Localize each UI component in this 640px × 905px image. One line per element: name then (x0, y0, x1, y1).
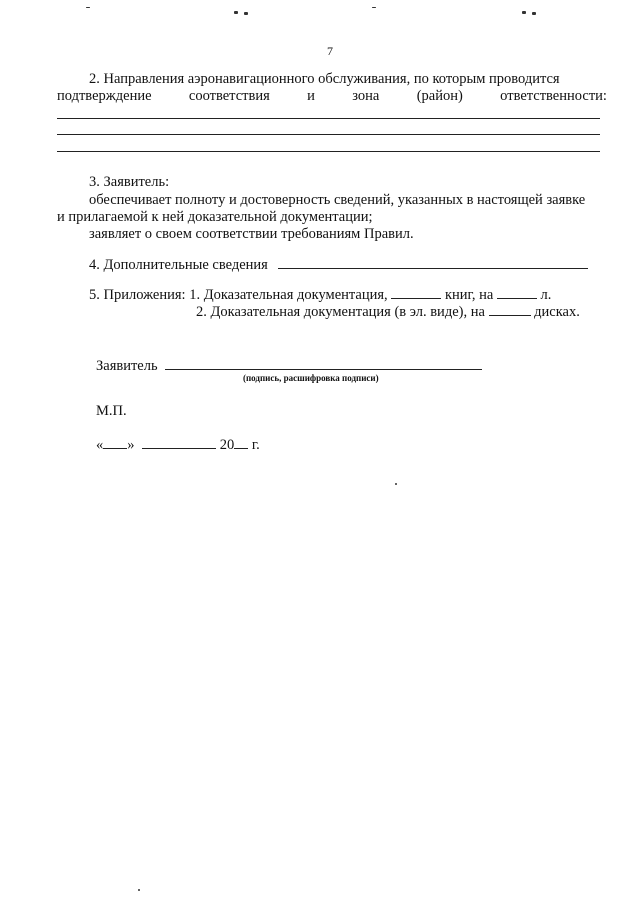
attachment-2-label: 2. Доказательная документация (в эл. виде), на (196, 304, 485, 320)
word: и (307, 88, 315, 104)
fill-line[interactable] (57, 118, 600, 119)
section-3-heading: 3. Заявитель: (89, 174, 170, 190)
section-2-line-1: 2. Направления аэронавигационного обслуживания, по которым проводится (89, 71, 560, 87)
year-field[interactable] (234, 436, 248, 449)
section-5-line-1 (89, 286, 551, 304)
books-count-field[interactable] (391, 286, 441, 299)
section-2-line-2 (57, 87, 607, 105)
signature-caption: (подпись, расшифровка подписи) (243, 373, 379, 383)
attachment-1-label: 5. Приложения: 1. Доказательная документация, (89, 287, 388, 303)
pages-unit: л. (540, 287, 552, 303)
section-5-line-2 (196, 303, 580, 321)
scan-mark (86, 7, 90, 8)
disks-count-field[interactable] (489, 303, 531, 316)
books-label: книг, на (444, 287, 494, 303)
pages-count-field[interactable] (497, 286, 537, 299)
word: подтверждение (57, 88, 152, 104)
fill-line[interactable] (57, 151, 600, 152)
word: (район) (416, 88, 463, 104)
stamp-label: М.П. (96, 403, 127, 419)
scan-mark (138, 889, 140, 891)
year-prefix: 20 (219, 437, 235, 453)
date-line (96, 436, 260, 454)
word: зона (352, 88, 380, 104)
scan-mark (234, 11, 238, 14)
scan-mark (395, 483, 397, 485)
year-suffix: г. (251, 437, 260, 453)
section-3-line-2: и прилагаемой к ней доказательной документации; (57, 209, 373, 225)
scan-mark (244, 12, 248, 15)
scan-mark (532, 12, 536, 15)
section-3-line-3: заявляет о своем соответствии требованиям Правил. (89, 226, 414, 242)
scan-mark (522, 11, 526, 14)
section-4-label: 4. Дополнительные сведения (89, 257, 268, 273)
page-number: 7 (327, 44, 333, 58)
close-quote: » (127, 437, 135, 453)
day-field[interactable] (103, 436, 127, 449)
signature-label: Заявитель (96, 358, 158, 374)
fill-line[interactable] (57, 134, 600, 135)
word: соответствия (188, 88, 270, 104)
additional-info-line[interactable] (278, 268, 588, 269)
signature-line[interactable] (165, 369, 482, 370)
word: ответственности: (500, 88, 607, 104)
disks-label: дисках. (534, 304, 580, 320)
scan-mark (372, 7, 376, 8)
section-3-line-1: обеспечивает полноту и достоверность сведений, указанных в настоящей заявке (89, 192, 586, 208)
open-quote: « (96, 437, 104, 453)
month-field[interactable] (142, 436, 216, 449)
